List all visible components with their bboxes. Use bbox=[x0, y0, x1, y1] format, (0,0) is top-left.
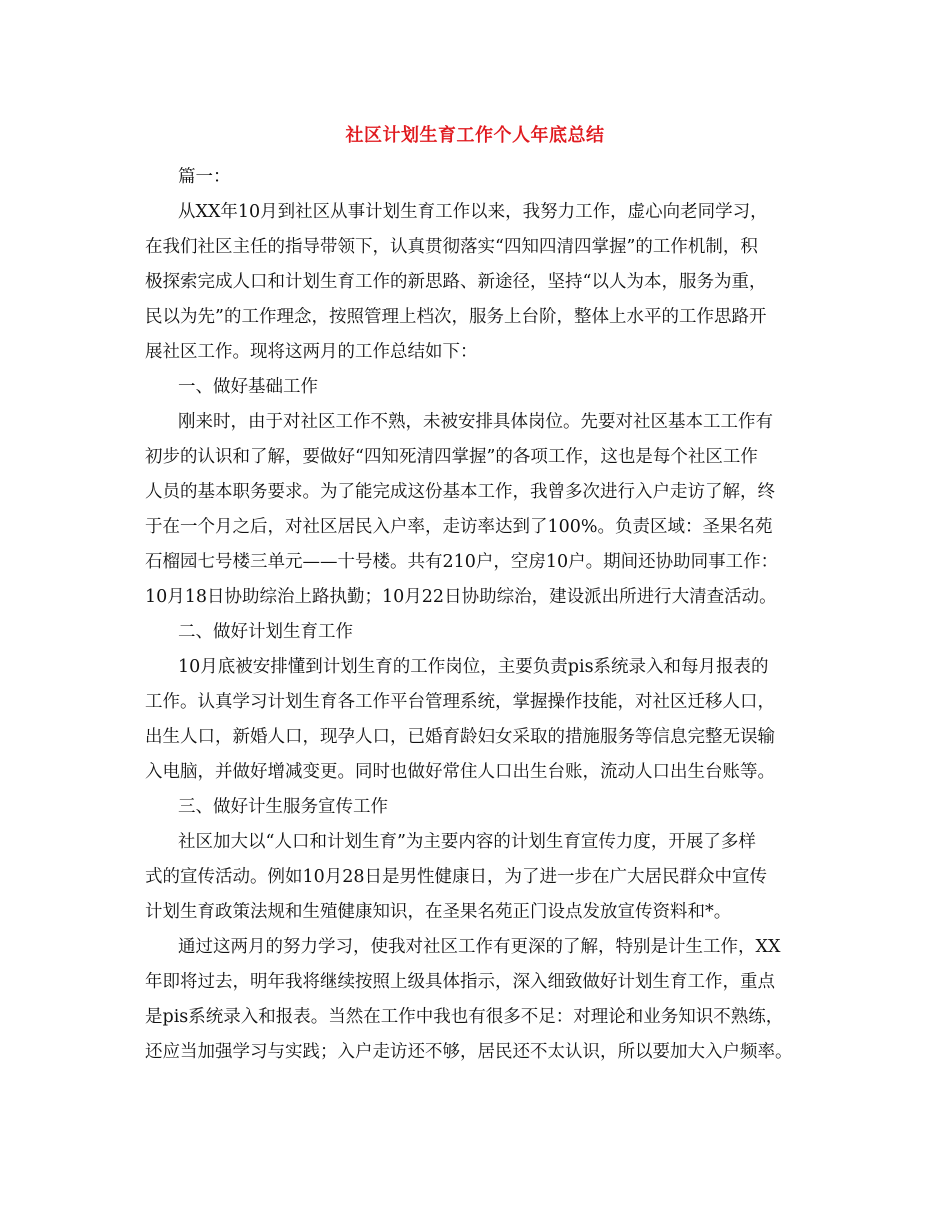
document-title: 社区计划生育工作个人年底总结 bbox=[345, 125, 605, 146]
text-line: 是pis系统录入和报表。当然在工作中我也有很多不足：对理论和业务知识不熟练， bbox=[145, 1007, 784, 1027]
text-line: 从XX年10月到社区从事计划生育工作以来，我努力工作，虚心向老同学习， bbox=[178, 202, 768, 222]
text-line: 10月18日协助综治上路执勤；10月22日协助综治，建设派出所进行大清查活动。 bbox=[145, 587, 777, 607]
text-line: 还应当加强学习与实践；入户走访还不够，居民还不太认识，所以要加大入户频率。 bbox=[145, 1042, 793, 1062]
text-line: 刚来时，由于对社区工作不熟，未被安排具体岗位。先要对社区基本工工作有 bbox=[178, 412, 773, 432]
text-line: 人员的基本职务要求。为了能完成这份基本工作，我曾多次进行入户走访了解，终 bbox=[145, 482, 775, 502]
section-heading: 一、做好基础工作 bbox=[178, 377, 318, 397]
text-line: 式的宣传活动。例如10月28日是男性健康日，为了进一步在广大居民群众中宣传 bbox=[145, 867, 768, 887]
text-line: 出生人口，新婚人口，现孕人口，已婚育龄妇女采取的措施服务等信息完整无误输 bbox=[145, 727, 775, 747]
text-line: 10月底被安排懂到计划生育的工作岗位，主要负责pis系统录入和每月报表的 bbox=[178, 657, 769, 677]
text-line: 通过这两月的努力学习，使我对社区工作有更深的了解，特别是计生工作，XX bbox=[178, 937, 781, 957]
text-line: 入电脑，并做好增减变更。同时也做好常住人口出生台账，流动人口出生台账等。 bbox=[145, 762, 775, 782]
text-line: 极探索完成人口和计划生育工作的新思路、新途径，坚持“以人为本，服务为重， bbox=[145, 272, 767, 292]
text-line: 计划生育政策法规和生殖健康知识，在圣果名苑正门设点发放宣传资料和*。 bbox=[145, 902, 732, 922]
text-line: 民以为先”的工作理念，按照管理上档次，服务上台阶，整体上水平的工作思路开 bbox=[145, 307, 767, 327]
section-heading: 二、做好计划生育工作 bbox=[178, 622, 353, 642]
text-line: 在我们社区主任的指导带领下，认真贯彻落实“四知四清四掌握”的工作机制，积 bbox=[145, 237, 758, 257]
text-line: 初步的认识和了解，要做好“四知死清四掌握”的各项工作，这也是每个社区工作 bbox=[145, 447, 758, 467]
text-line: 展社区工作。现将这两月的工作总结如下： bbox=[145, 342, 478, 362]
section-heading: 三、做好计生服务宣传工作 bbox=[178, 797, 388, 817]
text-line: 篇一： bbox=[178, 167, 231, 187]
text-line: 年即将过去，明年我将继续按照上级具体指示，深入细致做好计划生育工作，重点 bbox=[145, 972, 775, 992]
text-line: 石榴园七号楼三单元——十号楼。共有210户，空房10户。期间还协助同事工作： bbox=[145, 552, 779, 572]
document-body bbox=[145, 160, 815, 1070]
text-line: 于在一个月之后，对社区居民入户率，走访率达到了100%。负责区域：圣果名苑 bbox=[145, 517, 773, 537]
text-line: 工作。认真学习计划生育各工作平台管理系统，掌握操作技能，对社区迁移人口， bbox=[145, 692, 775, 712]
text-line: 社区加大以“人口和计划生育”为主要内容的计划生育宣传力度，开展了多样 bbox=[178, 832, 756, 852]
